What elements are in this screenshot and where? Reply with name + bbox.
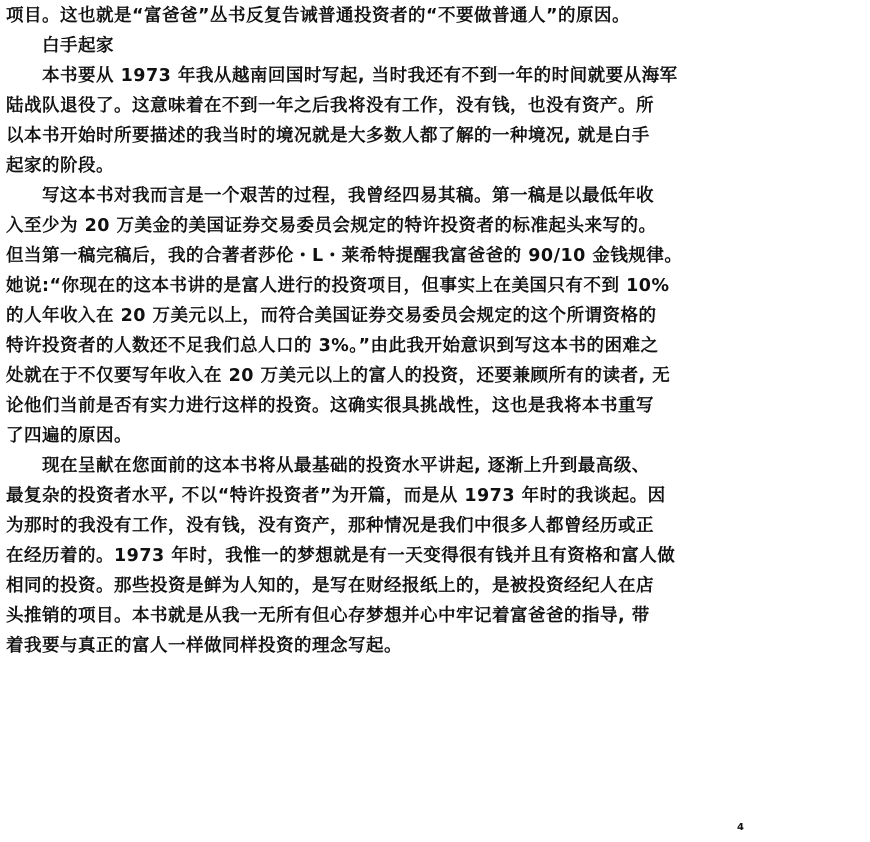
text-line: 为那时的我没有工作，没有钱，没有资产，那种情况是我们中很多人都曾经历或正 xyxy=(6,516,654,536)
text-line: 她说:“你现在的这本书讲的是富人进行的投资项目，但事实上在美国只有不到 10% xyxy=(6,276,670,296)
text-line: 论他们当前是否有实力进行这样的投资。这确实很具挑战性，这也是我将本书重写 xyxy=(6,396,654,416)
text-line: 起家的阶段。 xyxy=(6,156,114,176)
text-line: 处就在于不仅要写年收入在 20 万美元以上的富人的投资，还要兼顾所有的读者, 无 xyxy=(6,366,671,386)
text-line: 但当第一稿完稿后，我的合著者莎伦・L・莱希特提醒我富爸爸的 90/10 金钱规律。 xyxy=(6,246,683,266)
text-line: 相同的投资。那些投资是鲜为人知的，是写在财经报纸上的，是被投资经纪人在店 xyxy=(6,576,654,596)
text-line: 头推销的项目。本书就是从我一无所有但心存梦想并心中牢记着富爸爸的指导, 带 xyxy=(6,606,650,626)
text-line: 以本书开始时所要描述的我当时的境况就是大多数人都了解的一种境况, 就是白手 xyxy=(6,126,650,146)
body-text xyxy=(6,0,858,661)
text-line: 入至少为 20 万美金的美国证券交易委员会规定的特许投资者的标准起头来写的。 xyxy=(6,216,657,236)
section-heading: 白手起家 xyxy=(6,36,114,56)
text-line: 现在呈献在您面前的这本书将从最基础的投资水平讲起, 逐渐上升到最高级、 xyxy=(6,456,650,476)
text-line: 着我要与真正的富人一样做同样投资的理念写起。 xyxy=(6,636,402,656)
text-line: 在经历着的。1973 年时，我惟一的梦想就是有一天变得很有钱并且有资格和富人做 xyxy=(6,546,676,566)
text-line: 陆战队退役了。这意味着在不到一年之后我将没有工作，没有钱，也没有资产。所 xyxy=(6,96,654,116)
text-line: 的人年收入在 20 万美元以上，而符合美国证券交易委员会规定的这个所谓资格的 xyxy=(6,306,657,326)
text-line: 最复杂的投资者水平, 不以“特许投资者”为开篇，而是从 1973 年时的我谈起。因 xyxy=(6,486,666,506)
text-line: 项目。这也就是“富爸爸”丛书反复告诫普通投资者的“不要做普通人”的原因。 xyxy=(6,6,631,26)
text-line: 写这本书对我而言是一个艰苦的过程，我曾经四易其稿。第一稿是以最低年收 xyxy=(6,186,654,206)
page-number: 4 xyxy=(737,822,744,833)
text-line: 了四遍的原因。 xyxy=(6,426,132,446)
text-line: 本书要从 1973 年我从越南回国时写起, 当时我还有不到一年的时间就要从海军 xyxy=(6,66,678,86)
text-line: 特许投资者的人数还不足我们总人口的 3%。”由此我开始意识到写这本书的困难之 xyxy=(6,336,659,356)
